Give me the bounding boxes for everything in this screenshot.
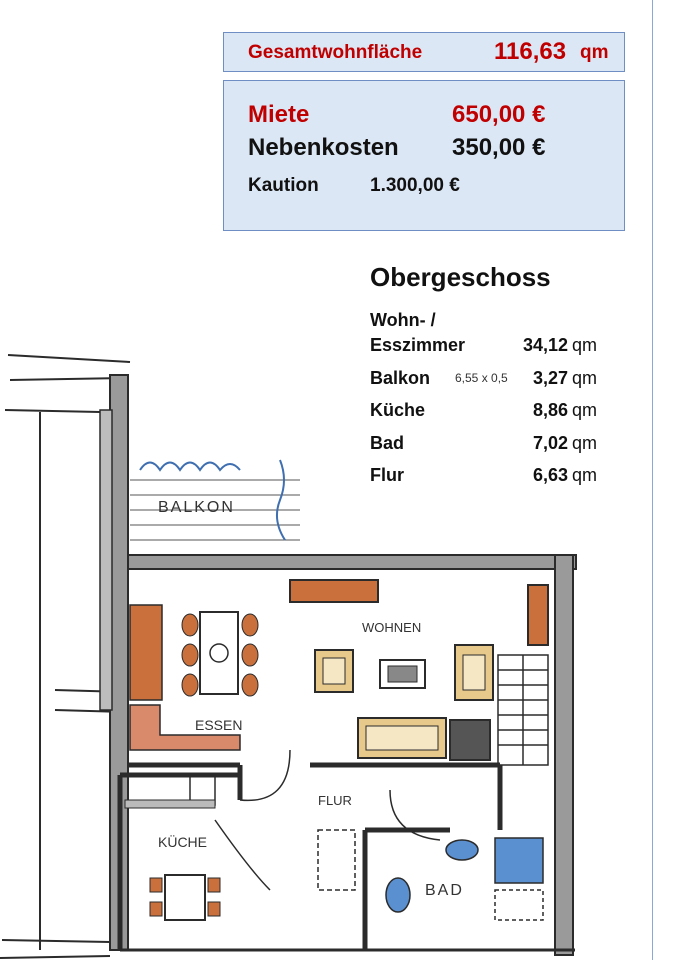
kitchen-table: [165, 875, 205, 920]
interior-walls: [120, 765, 500, 950]
armchair-right-seat: [463, 655, 485, 690]
kitchen-chair-1: [150, 878, 162, 892]
staircase: [498, 655, 548, 765]
room-value-flur: 6,63: [532, 465, 568, 485]
dining-table-group: [130, 605, 258, 700]
bath-toilet: [386, 878, 410, 912]
kitchen-chair-4: [208, 902, 220, 916]
room-value-balkon: 3,27: [532, 368, 568, 388]
plan-label-wohnen: WOHNEN: [362, 620, 422, 635]
room-unit-balkon: qm: [572, 368, 598, 388]
tv-cabinet: [450, 720, 490, 760]
kitchen-counter: [125, 800, 215, 808]
plan-label-bad: BAD: [425, 882, 464, 899]
plan-label-flur: FLUR: [318, 793, 352, 808]
rent-box: [223, 80, 625, 231]
page-divider-line: [652, 0, 653, 960]
room-value-kueche: 8,86: [532, 400, 568, 420]
top-window: [290, 580, 378, 602]
total-area-box: [223, 32, 625, 72]
room-value-bad: 7,02: [532, 433, 568, 453]
sofa-seat: [366, 726, 438, 750]
right-window: [528, 585, 548, 645]
right-wall: [555, 555, 573, 955]
room-dims-balkon: 6,55 x 0,5: [455, 371, 508, 385]
coffee-table-inner: [388, 666, 417, 682]
room-name-flur: Flur: [370, 465, 404, 485]
kaution-label: Kaution: [248, 175, 319, 196]
total-area-value: 116,63: [494, 38, 567, 65]
total-area-label: Gesamtwohnfläche: [248, 42, 423, 63]
miete-value: 650,00 €: [452, 101, 546, 128]
nebenkosten-label: Nebenkosten: [248, 134, 399, 161]
floor-plan-sketch: [0, 350, 610, 960]
room-value-wohn: 34,12: [522, 335, 568, 355]
room-name-wohn-line2: Esszimmer: [370, 335, 466, 355]
left-wall-inner: [100, 410, 112, 710]
plan-label-kueche: KÜCHE: [158, 834, 208, 850]
door-swings: [215, 750, 440, 890]
plan-label-balkon: BALKON: [158, 499, 235, 516]
room-unit-wohn: qm: [572, 335, 598, 355]
miete-label: Miete: [248, 101, 310, 128]
kitchen-chair-2: [150, 902, 162, 916]
total-area-unit: qm: [580, 42, 609, 63]
bath-sink: [446, 840, 478, 860]
flur-wardrobe: [318, 830, 355, 890]
room-name-balkon: Balkon: [370, 368, 431, 388]
bath-tub: [495, 838, 543, 883]
top-wall: [128, 555, 576, 569]
armchair-left-seat: [323, 658, 345, 684]
room-unit-kueche: qm: [572, 400, 598, 420]
kitchen-chair-3: [208, 878, 220, 892]
room-name-bad: Bad: [370, 433, 405, 453]
room-unit-bad: qm: [572, 433, 598, 453]
room-name-kueche: Küche: [370, 400, 426, 420]
bath-shower: [495, 890, 543, 920]
room-unit-flur: qm: [572, 465, 598, 485]
kaution-value: 1.300,00 €: [370, 175, 460, 196]
room-name-wohn-line1: Wohn- /: [370, 310, 436, 330]
nebenkosten-value: 350,00 €: [452, 134, 546, 161]
floor-title: Obergeschoss: [370, 262, 551, 292]
plan-label-essen: ESSEN: [195, 717, 243, 733]
